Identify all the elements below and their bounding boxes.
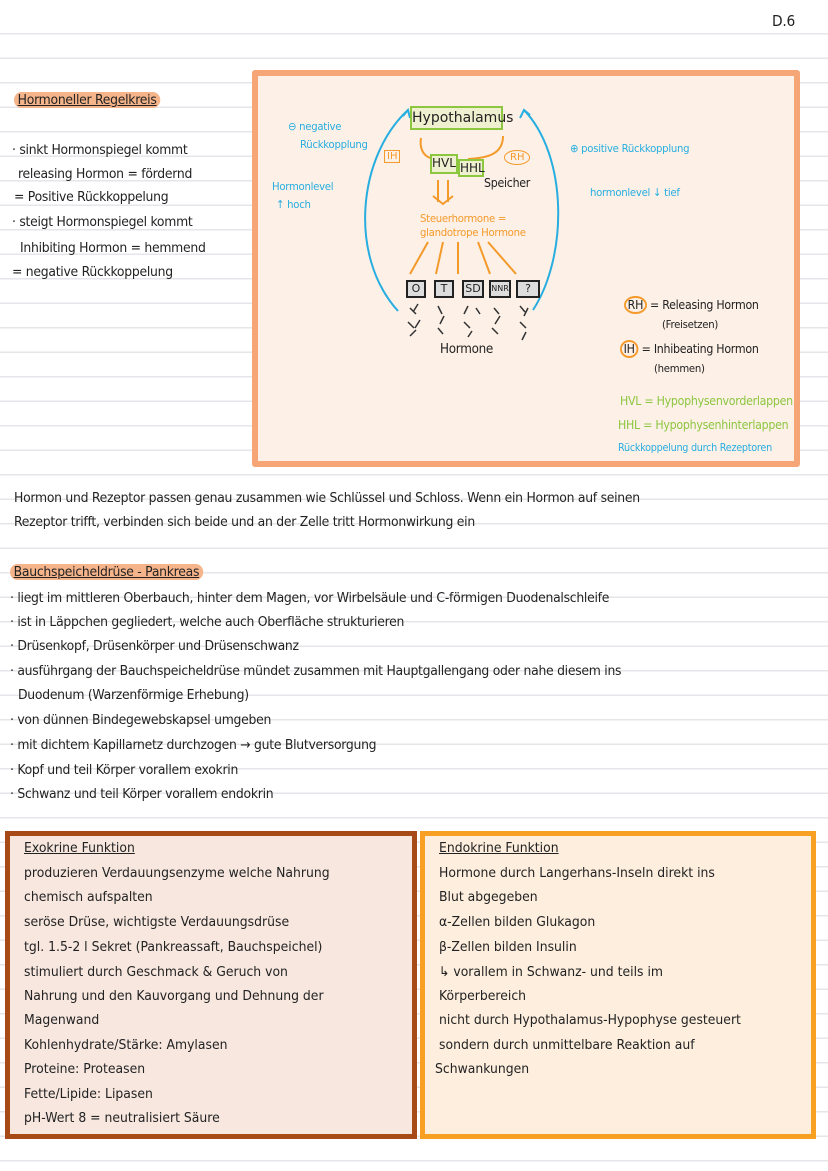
target-gland-box: SD <box>462 280 484 298</box>
rh-legend-text: = Releasing Hormon <box>650 298 759 312</box>
text-line: produzieren Verdauungsenzyme welche Nahrung <box>24 865 330 881</box>
hvl-box: HVL <box>430 154 458 174</box>
rh-legend-sub: (Freisetzen) <box>662 318 719 331</box>
box-title: Exokrine Funktion <box>24 840 135 856</box>
hormonlevel-low: hormonlevel ↓ tief <box>590 186 680 199</box>
text-line: Nahrung und den Kauvorgang und Dehnung der <box>24 988 324 1004</box>
ih-legend-sub: (hemmen) <box>654 362 705 375</box>
target-gland-box: O <box>406 280 426 298</box>
regelkreis-diagram <box>252 70 800 467</box>
ih-label: IH <box>384 150 400 163</box>
text-line: sondern durch unmittelbare Reaktion auf <box>439 1037 695 1053</box>
rezeptor-legend: Rückkoppelung durch Rezeptoren <box>618 442 772 454</box>
text-line: Kohlenhydrate/Stärke: Amylasen <box>24 1037 228 1053</box>
text-line: Blut abgegeben <box>439 889 538 905</box>
hormonlevel-high: ↑ hoch <box>276 198 311 211</box>
text-line: releasing Hormon = fördernd <box>18 166 193 182</box>
text-line: · von dünnen Bindegewebskapsel umgeben <box>10 712 272 728</box>
section-title: Bauchspeicheldrüse - Pankreas <box>10 564 203 580</box>
text-line: · sinkt Hormonspiegel kommt <box>12 142 188 158</box>
negative-feedback-label: ⊖ negative <box>288 120 342 133</box>
endokrin-box <box>420 831 816 1139</box>
text-line: · Drüsenkopf, Drüsenkörper und Drüsenschwanz <box>10 638 299 654</box>
text-line: β-Zellen bilden Insulin <box>439 939 577 955</box>
text-line: · mit dichtem Kapillarnetz durchzogen → gute Blutversorgung <box>10 737 377 753</box>
text-line: α-Zellen bilden Glukagon <box>439 914 596 930</box>
text-line: = negative Rückkoppelung <box>12 264 173 280</box>
rh-label: RH <box>504 150 530 165</box>
hormonlevel-high: Hormonlevel <box>272 180 334 193</box>
text-line: pH-Wert 8 = neutralisiert Säure <box>24 1110 220 1126</box>
text-line: · steigt Hormonspiegel kommt <box>12 214 193 230</box>
text-line: · ist in Läppchen gegliedert, welche auch Oberfläche strukturieren <box>10 614 405 630</box>
text-line: tgl. 1.5-2 l Sekret (Pankreassaft, Bauchspeichel) <box>24 939 323 955</box>
hhl-box: HHL <box>460 161 485 175</box>
section-title: Hormoneller Regelkreis <box>14 92 160 108</box>
text-line: Schwankungen <box>435 1061 530 1077</box>
ih-legend-text: = Inhibeating Hormon <box>641 342 759 356</box>
box-title: Endokrine Funktion <box>439 840 559 856</box>
target-gland-box: NNR <box>489 280 511 298</box>
text-line: · liegt im mittleren Oberbauch, hinter dem Magen, vor Wirbelsäule und C-förmigen Duodenalschleife <box>10 590 610 606</box>
steuerhormone-label: Steuerhormone = <box>420 212 507 225</box>
paragraph-line: Hormon und Rezeptor passen genau zusammen wie Schlüssel und Schloss. Wenn ein Hormon auf seinen <box>14 490 640 506</box>
text-line: stimuliert durch Geschmack & Geruch von <box>24 964 288 980</box>
text-line: Inhibiting Hormon = hemmend <box>20 240 206 256</box>
text-line: seröse Drüse, wichtigste Verdauungsdrüse <box>24 914 290 930</box>
text-line: Fette/Lipide: Lipasen <box>24 1086 153 1102</box>
text-line: · Schwanz und teil Körper vorallem endokrin <box>10 786 274 802</box>
paragraph-line: Rezeptor trifft, verbinden sich beide und an der Zelle tritt Hormonwirkung ein <box>14 514 475 530</box>
text-line: Proteine: Proteasen <box>24 1061 146 1077</box>
text-line: Körperbereich <box>439 988 527 1004</box>
target-gland-box: T <box>434 280 454 298</box>
positive-feedback-label: ⊕ positive Rückkopplung <box>570 142 690 155</box>
text-line: Duodenum (Warzenförmige Erhebung) <box>18 687 249 703</box>
text-line: · Kopf und teil Körper vorallem exokrin <box>10 762 239 778</box>
page-number: D.6 <box>772 12 795 30</box>
negative-feedback-label: Rückkopplung <box>300 138 368 151</box>
target-gland-box: ? <box>516 280 540 298</box>
steuerhormone-label: glandotrope Hormone <box>420 226 526 239</box>
text-line: = Positive Rückkoppelung <box>14 189 169 205</box>
exokrin-box <box>5 831 417 1139</box>
ih-legend-icon: IH <box>620 340 638 358</box>
text-line: · ausführgang der Bauchspeicheldrüse mündet zusammen mit Hauptgallengang oder nahe diesem ins <box>10 663 622 679</box>
text-line: chemisch aufspalten <box>24 889 153 905</box>
hypothalamus-box: Hypothalamus <box>410 106 503 130</box>
text-line: Hormone durch Langerhans-Inseln direkt ins <box>439 865 715 881</box>
text-line: ↳ vorallem in Schwanz- und teils im <box>439 964 664 980</box>
rh-legend-icon: RH <box>624 296 647 314</box>
speicher-label: Speicher <box>484 176 531 190</box>
hormone-label: Hormone <box>440 342 494 357</box>
hvl-legend: HVL = Hypophysenvorderlappen <box>620 394 793 408</box>
text-line: nicht durch Hypothalamus-Hypophyse gesteuert <box>439 1012 741 1028</box>
text-line: Magenwand <box>24 1012 100 1028</box>
hhl-legend: HHL = Hypophysenhinterlappen <box>618 418 789 432</box>
